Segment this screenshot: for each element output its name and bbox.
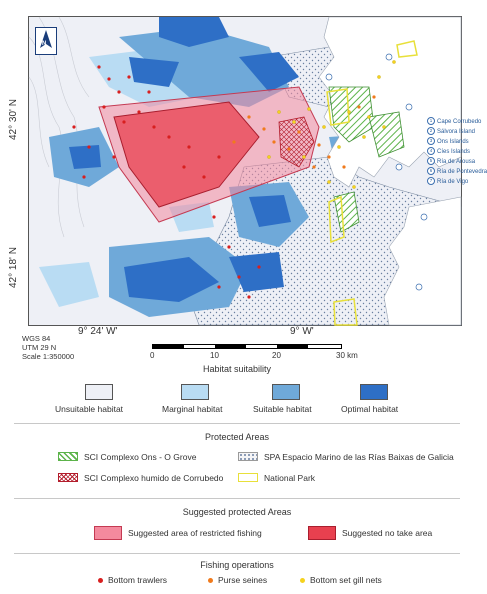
dot-trawler (98, 578, 103, 583)
swatch-national-park (238, 473, 258, 482)
projection-utm: UTM 29 N (22, 343, 57, 352)
projection-info (22, 334, 74, 361)
lat-label-42-18: 42° 18' N (8, 247, 19, 288)
scale-tick-20: 20 (272, 351, 281, 360)
place-number-icon: 7 (427, 177, 435, 185)
place-list-item (427, 147, 487, 157)
place-list-item (427, 137, 487, 147)
habitat-map[interactable] (29, 17, 461, 325)
dot-purse-seine (208, 578, 213, 583)
dot-gill-net (300, 578, 305, 583)
place-name: Ons Islands (437, 139, 469, 145)
fishing-legend-title: Fishing operations (200, 560, 274, 570)
legend-divider (14, 498, 460, 499)
habitat-legend-title: Habitat suitability (202, 364, 272, 374)
projection-scale: Scale 1:350000 (22, 352, 75, 361)
legend-unsuitable-label: Unsuitable habitat (55, 404, 124, 414)
place-list-item (427, 127, 487, 137)
legend-suitable-label: Suitable habitat (253, 404, 312, 414)
lat-label-42-30: 42° 30' N (8, 99, 19, 140)
swatch-sci-ons (58, 452, 78, 461)
protected-legend-title: Protected Areas (204, 432, 270, 442)
place-name: Ría de Pontevedra (437, 169, 487, 175)
legend-divider (14, 423, 460, 424)
legend-sci-ons-label: SCI Complexo Ons - O Grove (84, 452, 197, 462)
place-list-item (427, 117, 487, 127)
place-name: Sálvora Island (437, 129, 476, 135)
projection-datum: WGS 84 (22, 334, 51, 343)
scalebar (152, 344, 342, 349)
place-list-item (427, 177, 487, 187)
swatch-unsuitable (85, 384, 113, 400)
legend-trawler-label: Bottom trawlers (108, 575, 168, 585)
place-list (427, 117, 487, 187)
place-number-icon: 1 (427, 117, 435, 125)
north-arrow (35, 27, 57, 55)
lon-label-9-24: 9° 24' W' (78, 326, 118, 337)
place-list-item (427, 167, 487, 177)
swatch-sci-corrubedo (58, 473, 78, 482)
legend-restricted-fishing-label: Suggested area of restricted fishing (128, 528, 262, 538)
legend-gill-net-label: Bottom set gill nets (310, 575, 382, 585)
legend-no-take-label: Suggested no take area (342, 528, 433, 538)
swatch-suitable (272, 384, 300, 400)
place-name: Ría de Arousa (437, 159, 476, 165)
map-frame[interactable] (28, 16, 487, 326)
place-number-icon: 4 (427, 147, 435, 155)
suggested-legend-title: Suggested protected Areas (182, 507, 292, 517)
swatch-restricted-fishing (94, 526, 122, 540)
scale-tick-10: 10 (210, 351, 219, 360)
lon-label-9: 9° W' (290, 326, 314, 337)
place-number-icon: 6 (427, 167, 435, 175)
swatch-no-take (308, 526, 336, 540)
legend-sci-corrubedo-label: SCI Complexo humido de Corrubedo (84, 473, 224, 483)
place-number-icon: 3 (427, 137, 435, 145)
place-number-icon: 2 (427, 127, 435, 135)
legend-national-park-label: National Park (264, 473, 316, 483)
place-name: Cíes Islands (437, 149, 471, 155)
legend-spa-label: SPA Espacio Marino de las Rías Baixas de Galicia (264, 452, 454, 462)
swatch-optimal (360, 384, 388, 400)
north-arrow-label: N (42, 41, 47, 47)
place-number-icon: 5 (427, 157, 435, 165)
scale-tick-0: 0 (150, 351, 155, 360)
legend-marginal-label: Marginal habitat (162, 404, 223, 414)
place-list-item (427, 157, 487, 167)
swatch-spa (238, 452, 258, 461)
swatch-marginal (181, 384, 209, 400)
scale-tick-30: 30 km (336, 351, 358, 360)
legend-divider (14, 553, 460, 554)
place-name: Cape Corrubedo (437, 119, 482, 125)
place-name: Ría de Vigo (437, 179, 469, 185)
legend-purse-seine-label: Purse seines (218, 575, 268, 585)
legend-optimal-label: Optimal habitat (341, 404, 399, 414)
